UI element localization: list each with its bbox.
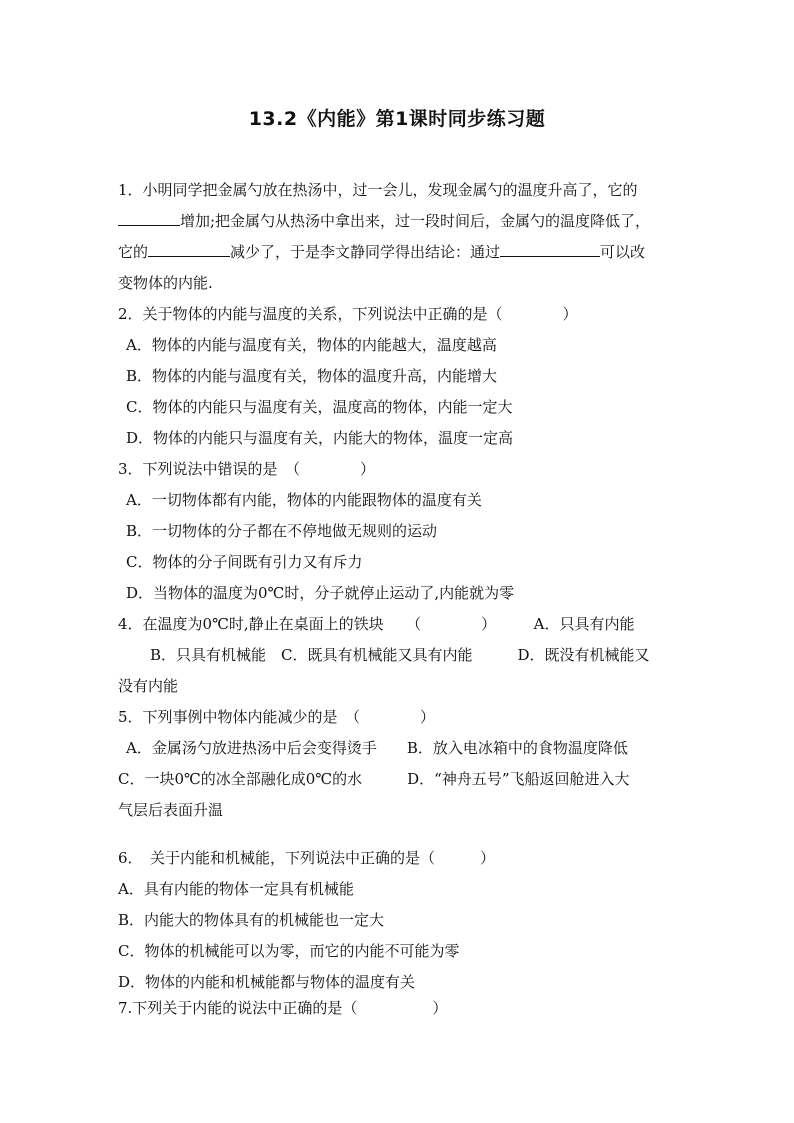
q6-option-b: B．内能大的物体具有的机械能也一定大 — [118, 911, 385, 929]
q5-line-3: 气层后表面升温 — [118, 801, 224, 819]
q5-options-cd: C．一块0℃的冰全部融化成0℃的水 D．“神舟五号”飞船返回舱进入大 — [118, 770, 630, 788]
q7-stem: 7.下列关于内能的说法中正确的是（ ） — [118, 999, 448, 1017]
q3-option-c: C．物体的分子间既有引力又有斥力 — [126, 553, 363, 571]
q1-line-3-a: 它的 — [118, 243, 149, 261]
q1-blank-3[interactable] — [500, 242, 600, 257]
q1-line-3-b: 减少了，于是李文静同学得出结论：通过 — [230, 243, 501, 261]
q2-option-d: D．物体的内能只与温度有关，内能大的物体，温度一定高 — [126, 429, 514, 447]
q1-blank-1[interactable] — [118, 211, 180, 226]
q6-option-a: A．具有内能的物体一定具有机械能 — [118, 880, 354, 898]
q1-line-3 — [118, 242, 645, 262]
q2-option-a: A．物体的内能与温度有关，物体的内能越大，温度越高 — [126, 336, 497, 354]
page-title: 13.2《内能》第1课时同步练习题 — [248, 108, 546, 130]
q6-option-d: D．物体的内能和机械能都与物体的温度有关 — [118, 973, 416, 991]
q6-option-c: C．物体的机械能可以为零，而它的内能不可能为零 — [118, 942, 460, 960]
q3-option-a: A．一切物体都有内能，物体的内能跟物体的温度有关 — [126, 491, 482, 509]
q5-options-ab: A．金属汤勺放进热汤中后会变得烫手 B．放入电冰箱中的食物温度降低 — [126, 739, 628, 757]
q1-blank-2[interactable] — [148, 242, 230, 257]
q4-line-1: 4．在温度为0℃时,静止在桌面上的铁块 （ ） A．只具有内能 — [118, 615, 635, 633]
q2-option-b: B．物体的内能与温度有关，物体的温度升高，内能增大 — [126, 367, 498, 385]
q2-stem: 2．关于物体的内能与温度的关系，下列说法中正确的是（ ） — [118, 305, 578, 323]
q4-line-3: 没有内能 — [118, 677, 179, 695]
q5-stem: 5．下列事例中物体内能减少的是 （ ） — [118, 708, 436, 726]
q4-line-2: B．只具有机械能 C．既具有机械能又具有内能 D．既没有机械能又 — [150, 646, 650, 664]
q6-stem: 6． 关于内能和机械能，下列说法中正确的是（ ） — [118, 849, 496, 867]
q2-option-c: C．物体的内能只与温度有关，温度高的物体，内能一定大 — [126, 398, 513, 416]
q3-stem: 3．下列说法中错误的是 （ ） — [118, 460, 376, 478]
q1-line-3-c: 可以改 — [600, 243, 646, 261]
q1-line-2-text: 增加;把金属勺从热汤中拿出来，过一段时间后，金属勺的温度降低了， — [180, 212, 651, 230]
q3-option-b: B．一切物体的分子都在不停地做无规则的运动 — [126, 522, 438, 540]
q1-line-2 — [118, 211, 650, 231]
q1-line-1: 1．小明同学把金属勺放在热汤中，过一会儿，发现金属勺的温度升高了，它的 — [118, 181, 638, 199]
q1-line-4: 变物体的内能. — [118, 274, 213, 292]
q3-option-d: D．当物体的温度为0℃时，分子就停止运动了,内能就为零 — [126, 584, 515, 602]
